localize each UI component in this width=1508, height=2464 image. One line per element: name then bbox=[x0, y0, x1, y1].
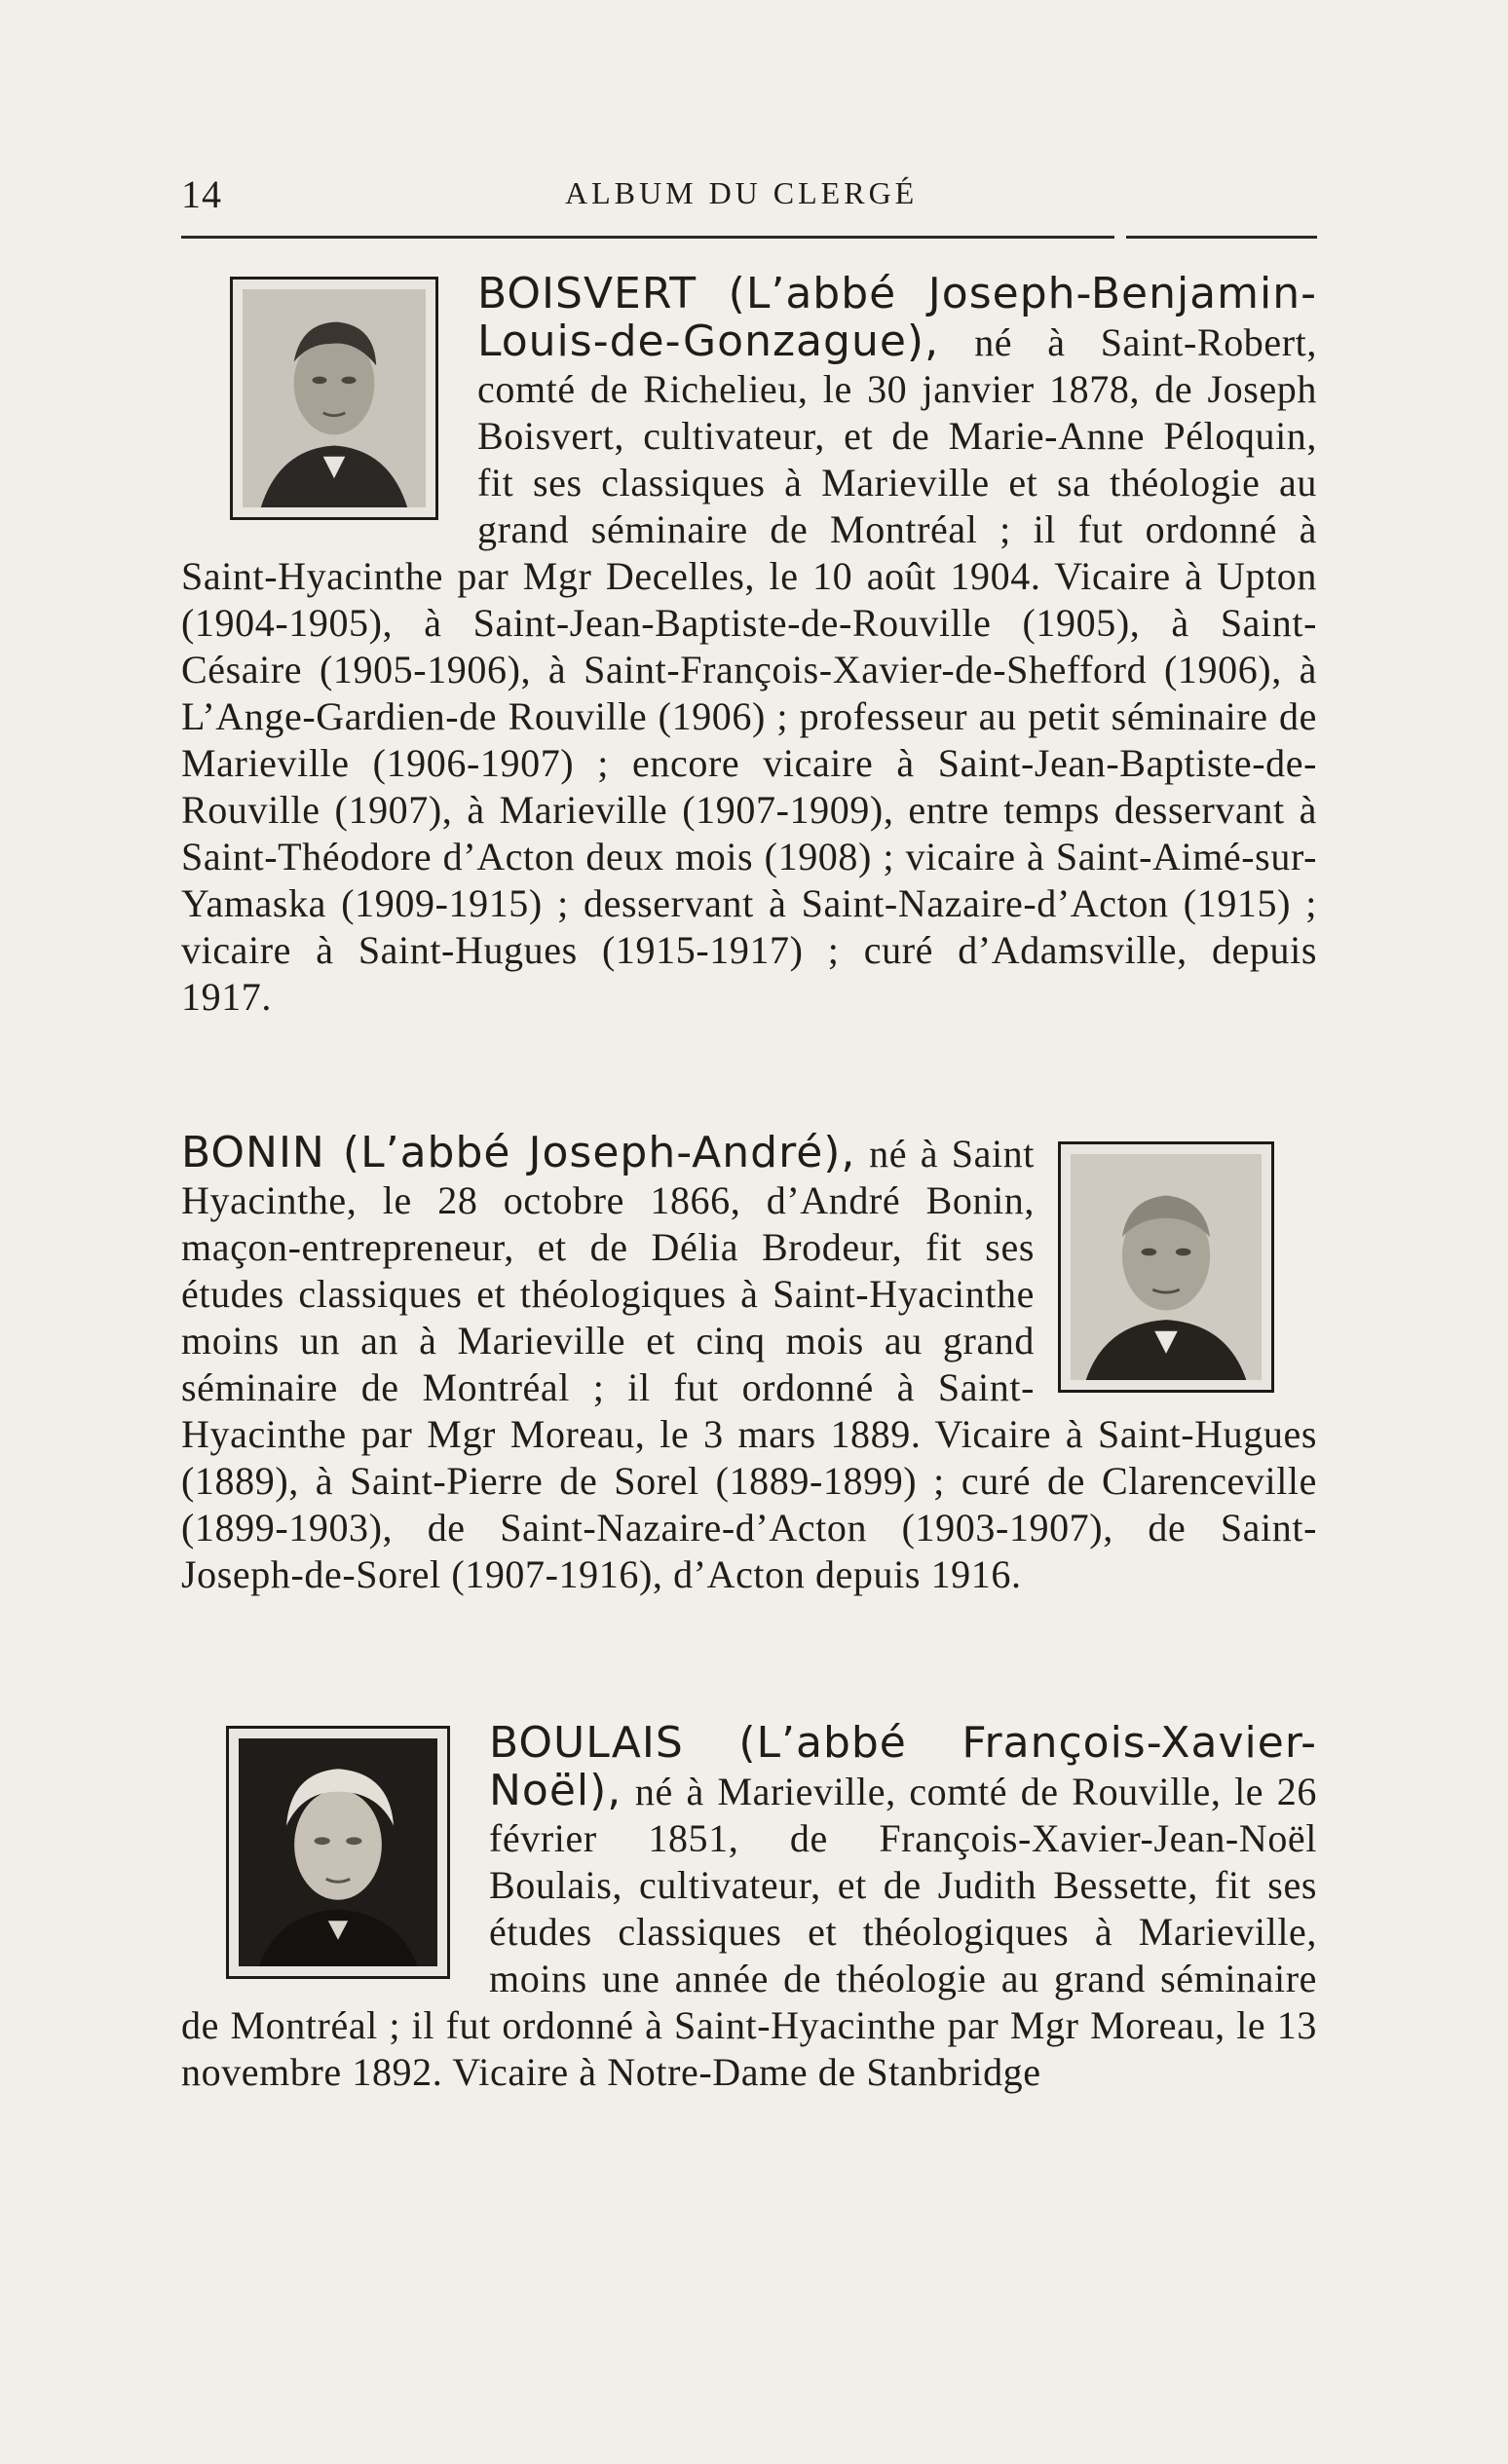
entry-bonin bbox=[181, 1130, 1317, 1598]
running-title: ALBUM DU CLERGÉ bbox=[565, 175, 919, 210]
entry-body: né à Saint-Robert, comté de Richelieu, le 30 janvier 1878, de Joseph Boisvert, cultivateur, et de Marie-Anne Péloquin, fit ses classiques à Marieville et sa théologie au grand séminaire de Montréal ; il fut ordonné à Saint-Hyacinthe par Mgr Decelles, le 10 août 1904. Vicaire à Upton (1904-1905), à Saint-Jean-Baptiste-de-Rouville (1905), à Saint-Césaire (1905-1906), à Saint-François-Xavier-de-Shefford (1906), à L’Ange-Gardien-de Rouville (1906) ; professeur au petit séminaire de Marieville (1906-1907) ; encore vicaire à Saint-Jean-Baptiste-de-Rouville (1907), à Marieville (1907-1909), entre temps desservant à Saint-Théodore d’Acton deux mois (1908) ; vicaire à Saint-Aimé-sur-Yamaska (1909-1915) ; desservant à Saint-Nazaire-d’Acton (1915) ; vicaire à Saint-Hugues (1915-1917) ; curé d’Adamsville, depuis 1917. bbox=[181, 320, 1317, 1019]
entry-name: BOISVERT (L’abbé Joseph-Benjamin-Louis-de-Gonzague), bbox=[477, 269, 1317, 366]
photo-spacer bbox=[1035, 1130, 1317, 1404]
entry-name: BONIN (L’abbé Joseph-André), bbox=[181, 1128, 856, 1177]
header-rule-short bbox=[1126, 236, 1317, 239]
entry-body: né à Saint Hyacinthe, le 28 octobre 1866, d’André Bonin, maçon-entrepreneur, et de Délia Brodeur, fit ses études classiques et théologiques à Saint-Hyacinthe moins un an à Marieville et cinq mois au grand séminaire de Montréal ; il fut ordonné à Saint-Hyacinthe par Mgr Moreau, le 3 mars 1889. Vicaire à Saint-Hugues (1889), à Saint-Pierre de Sorel (1889-1899) ; curé de Clarenceville (1899-1903), de Saint-Nazaire-d’Acton (1903-1907), de Saint-Joseph-de-Sorel (1907-1916), d’Acton depuis 1916. bbox=[181, 1132, 1317, 1596]
entry-body: né à Marieville, comté de Rouville, le 26 février 1851, de François-Xavier-Jean-Noël Boulais, cultivateur, et de Judith Bessette, fit ses études classiques et théologiques à Marieville, moins une année de théologie au grand séminaire de Montréal ; il fut ordonné à Saint-Hyacinthe par Mgr Moreau, le 13 novembre 1892. Vicaire à Notre-Dame de Stanbridge bbox=[181, 1770, 1317, 2094]
entry-boisvert bbox=[181, 271, 1317, 1021]
entry-name: BOULAIS (L’abbé François-Xavier-Noël), bbox=[489, 1718, 1317, 1815]
header-rule bbox=[181, 236, 1114, 239]
photo-spacer bbox=[181, 271, 477, 524]
entry-boulais bbox=[181, 1720, 1317, 2096]
photo-spacer bbox=[181, 1720, 489, 1985]
page-number: 14 bbox=[181, 172, 222, 216]
